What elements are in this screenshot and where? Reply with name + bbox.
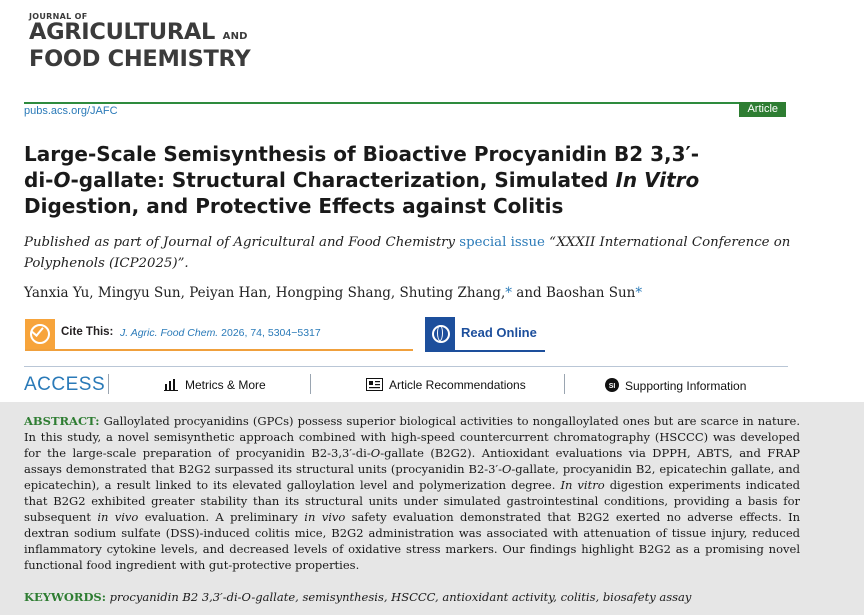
special-issue-link[interactable]: special issue (459, 235, 545, 250)
read-online-label: Read Online (461, 325, 537, 340)
si-icon (605, 378, 619, 392)
pubnote-after: “XXXII International Conference on Polyphenols (ICP2025)”. (24, 235, 791, 271)
abstract-t2: -gallate (B2G2). Antioxidant evaluations via DPPH, ABTS, and FRAP assays demonstrated that B2G2 surpassed its structural units (procyanidin B2-3′- (24, 446, 800, 476)
abstract-t5: evaluation. A preliminary (138, 510, 305, 524)
access-divider (310, 374, 311, 394)
title-part1: Large-Scale Semisynthesis of Bioactive Procyanidin B2 3,3′- (24, 142, 700, 166)
journal-logo (29, 12, 250, 70)
citation-journal: J. Agric. Food Chem. (120, 327, 219, 339)
citation-details: 2026, 74, 5304−5317 (218, 327, 321, 339)
metrics-more-link[interactable] (164, 378, 266, 392)
read-online-button[interactable] (425, 317, 545, 352)
keywords-heading: KEYWORDS: (24, 590, 106, 604)
check-circle-icon (25, 319, 55, 349)
access-divider (564, 374, 565, 394)
corresponding-author-mark-2[interactable]: * (635, 285, 643, 301)
abstract-t3: -gallate, procyanidin B2, epicatechin gallate, and epicatechin), a result linked to its elevated galloylation level and polymerization degree. (24, 462, 801, 492)
supporting-information-link[interactable] (605, 378, 746, 393)
supporting-label: Supporting Information (625, 379, 747, 393)
keywords (24, 590, 691, 604)
access-label: ACCESS (24, 374, 106, 395)
abstract-text (24, 413, 800, 573)
journal-line1-suffix: AND (222, 31, 248, 42)
cite-this-label: Cite This: (61, 326, 114, 338)
title-part2c: -gallate: Structural Characterization, Simulated (70, 168, 616, 192)
journal-prefix: JOURNAL OF (29, 12, 88, 21)
authors-text: Yanxia Yu, Mingyu Sun, Peiyan Han, Hongping Shang, Shuting Zhang, (24, 285, 506, 301)
journal-line1-text: AGRICULTURAL (29, 19, 216, 45)
citation-reference (120, 327, 321, 339)
abstract-o1: O (370, 446, 381, 460)
cite-this-bar[interactable] (25, 319, 413, 351)
abstract-t1: Galloylated procyanidins (GPCs) possess superior biological activities to nongalloylated ones but are scarce in nature. In this study, a novel semisynthetic approach combined with high-speed countercurrent chromatography (HSCCC) was developed for the large-scale preparation of procyanidin B2-3,3′-di- (24, 414, 800, 460)
journal-name-line2: FOOD CHEMISTRY (29, 46, 251, 72)
abstract-o2: O (501, 462, 512, 476)
abstract-t4: digestion experiments indicated that B2G2 exhibited greater stability than its structural units under simulated gastrointestinal conditions, providing a basis for subsequent (24, 478, 801, 524)
published-note (24, 232, 804, 274)
title-part2a: di- (24, 168, 54, 192)
article-recommendations-link[interactable] (366, 378, 526, 392)
title-part2b: O (53, 168, 71, 192)
header-rule (24, 102, 786, 104)
header-bar (24, 96, 786, 116)
abstract-section (0, 402, 864, 615)
abstract-t6: safety evaluation demonstrated that B2G2 exerted no adverse effects. In dextran sodium sulfate (DSS)-induced colitis mice, B2G2 administration was associated with attenuation of tissue injury, reduced inflammatory cytokine levels, and decreased levels of oxidative stress markers. Our findings highlight B2G2 as a promising novel functional food ingredient with gut-protective properties. (24, 510, 801, 572)
title-part2d: In Vitro (615, 168, 700, 192)
access-bar (24, 366, 788, 401)
article-title (24, 141, 744, 219)
keywords-list: procyanidin B2 3,3′-di-O-gallate, semisynthesis, HSCCC, antioxidant activity, colitis, biosafety assay (105, 590, 692, 604)
recommendations-label: Article Recommendations (389, 378, 526, 392)
globe-icon (425, 317, 455, 350)
corresponding-author-mark-1[interactable]: * (505, 285, 512, 301)
access-divider (108, 374, 109, 394)
abstract-heading: ABSTRACT: (24, 414, 100, 428)
author-list (24, 285, 642, 301)
journal-name-line1 (29, 21, 250, 48)
article-list-icon (366, 378, 383, 391)
metrics-label: Metrics & More (185, 378, 266, 392)
abstract-iv2: in vivo (97, 510, 139, 524)
svg-text:SI: SI (608, 383, 616, 390)
abstract-iv3: in vivo (304, 510, 346, 524)
abstract-iv1: In vitro (560, 478, 605, 492)
article-type-badge: Article (739, 102, 786, 117)
title-part3: Digestion, and Protective Effects against Colitis (24, 194, 564, 218)
pubnote-before: Published as part of Journal of Agricultural and Food Chemistry (24, 235, 460, 250)
journal-url-link[interactable]: pubs.acs.org/JAFC (24, 105, 118, 117)
bar-chart-icon (164, 378, 179, 391)
authors-last: and Baoshan Sun (512, 285, 636, 301)
